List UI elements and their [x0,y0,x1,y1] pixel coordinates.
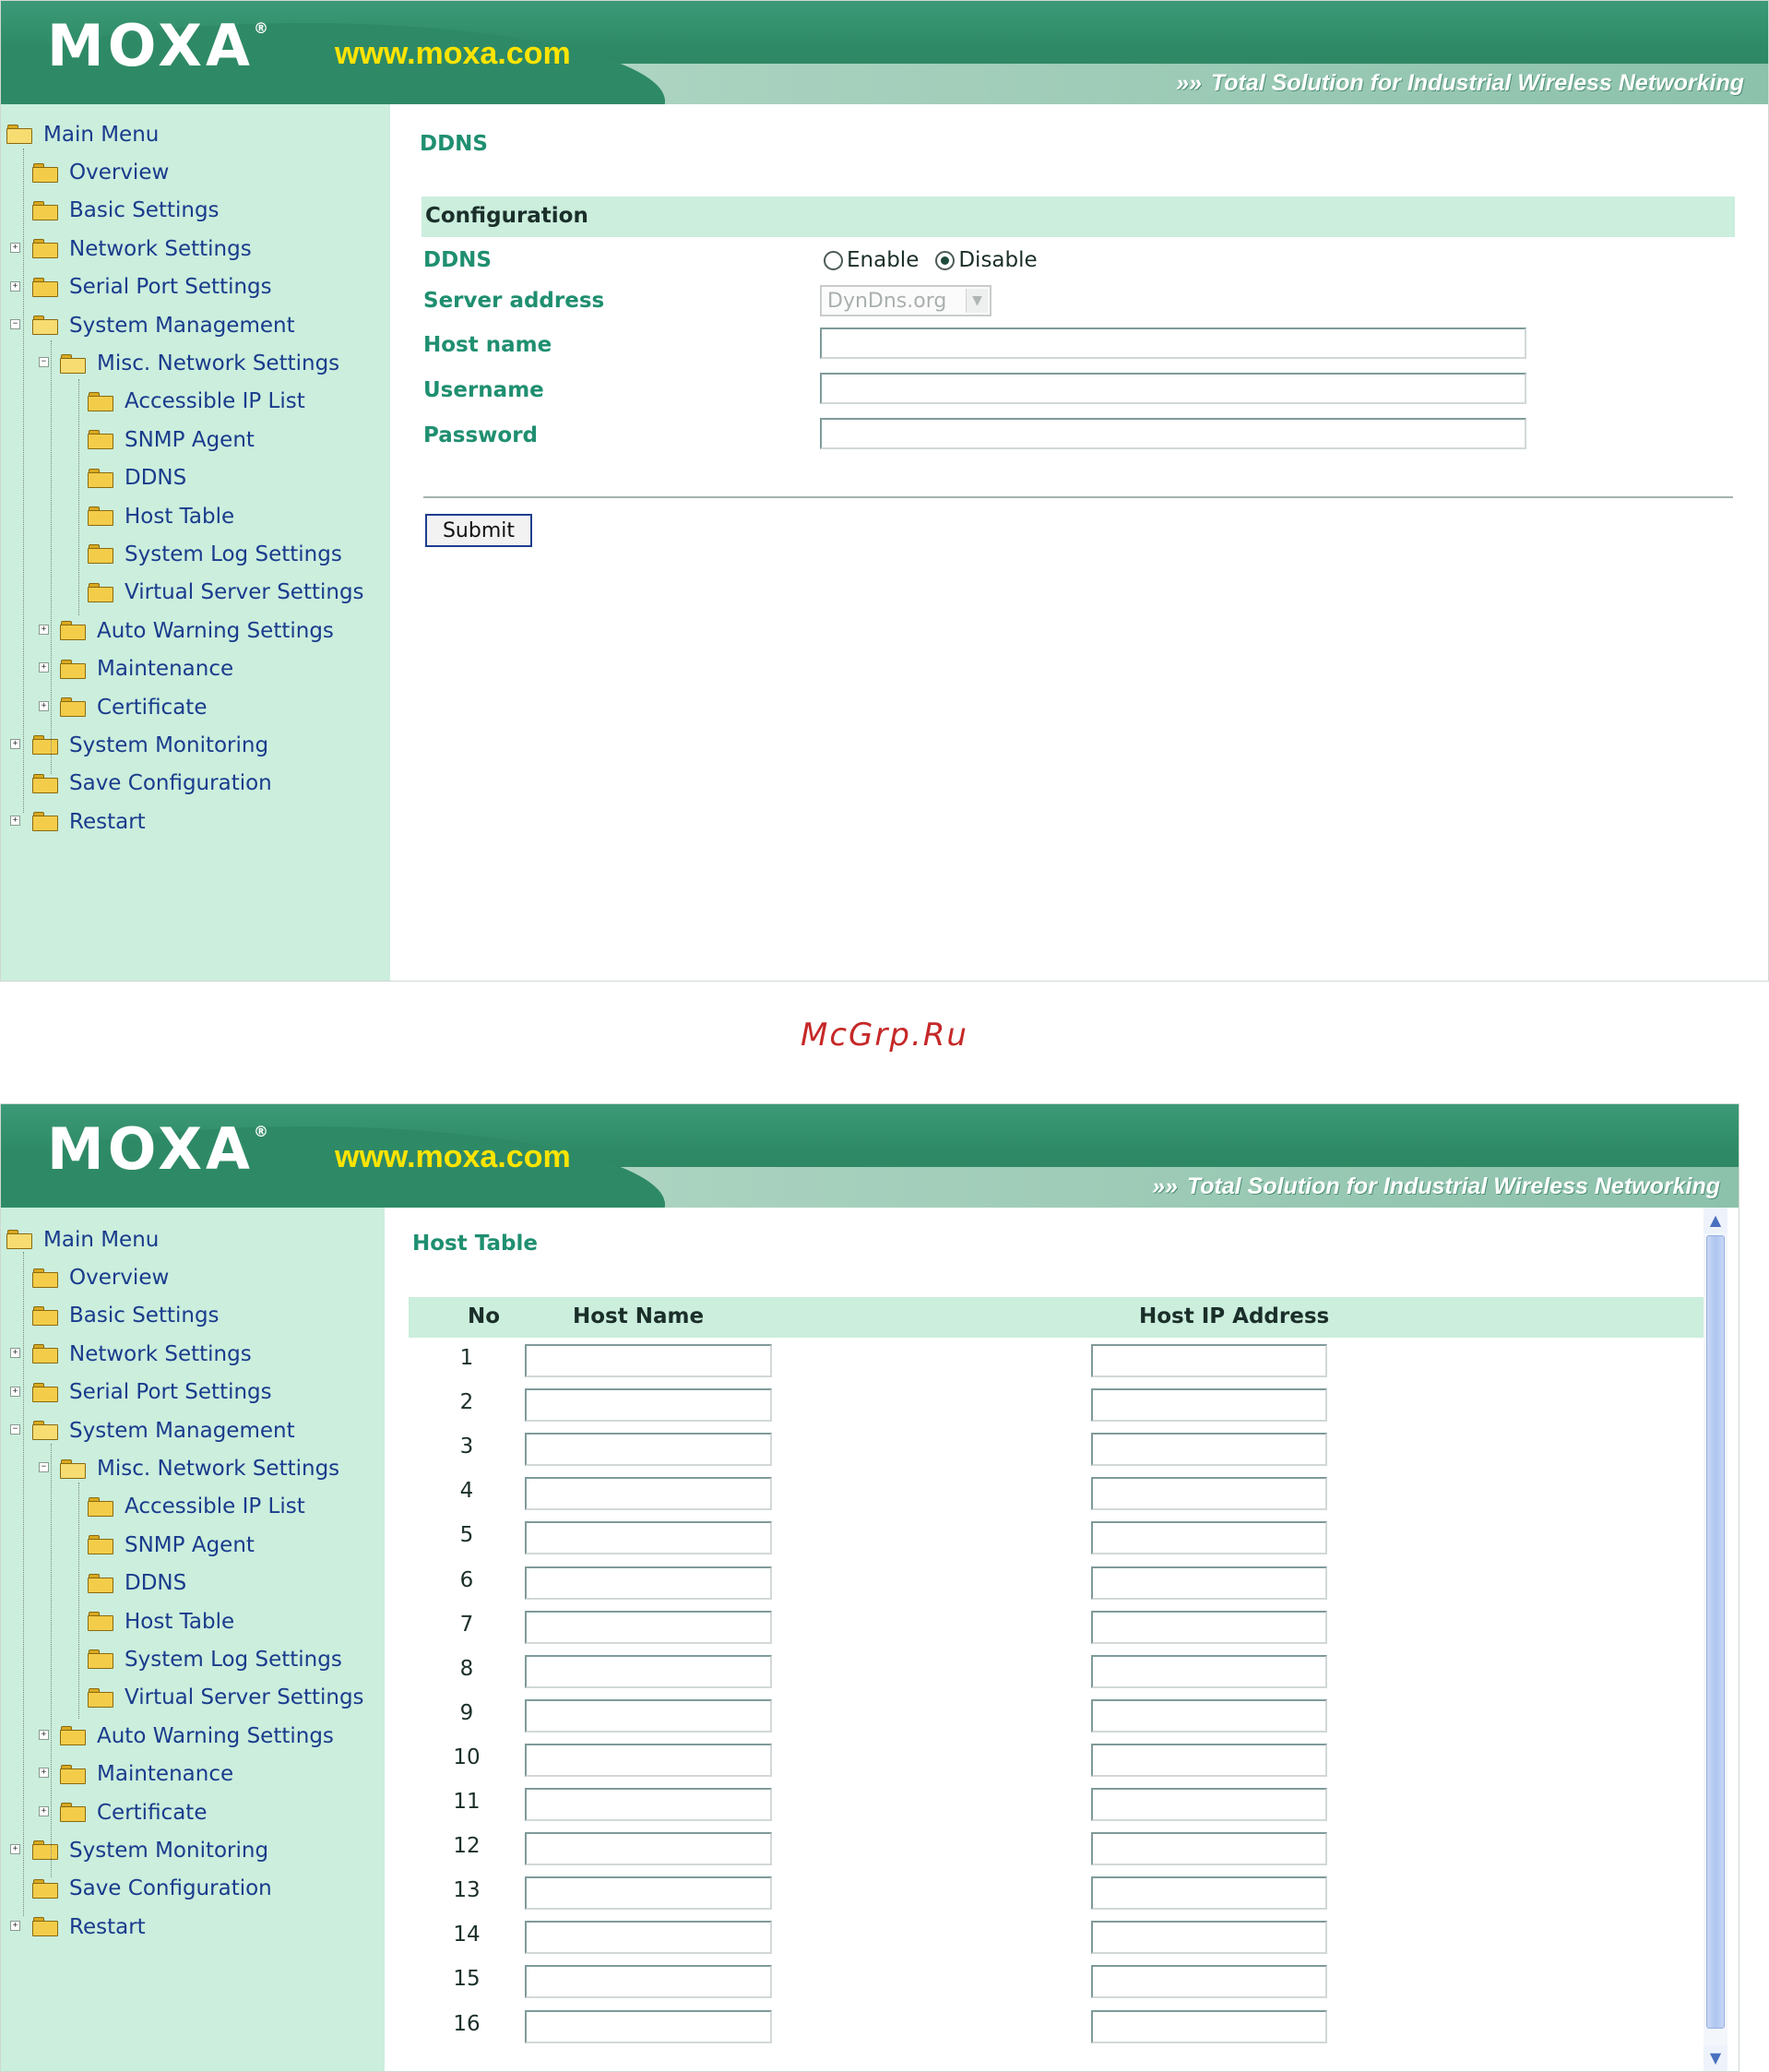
sidebar-item-label[interactable]: System Management [69,313,295,338]
host-ip-input[interactable] [1091,1433,1327,1466]
sidebar-item-label[interactable]: SNMP Agent [125,427,255,452]
table-row [409,1655,1704,1688]
host-name-input[interactable] [525,1655,772,1688]
tree-guide-line [78,1483,79,1719]
folder-icon [88,1612,113,1631]
sidebar-item-network-settings[interactable] [1,1335,385,1373]
host-name-input[interactable] [525,1611,772,1644]
moxa-logo[interactable]: MOXA® [47,1115,268,1183]
host-ip-input[interactable] [1091,1521,1327,1554]
tagline: »» Total Solution for Industrial Wireless Networking [1152,1173,1720,1199]
folder-icon [32,163,58,183]
host-name-input[interactable] [525,1433,772,1466]
sidebar-item-virtual-server-settings[interactable] [1,1679,385,1717]
form-divider [423,496,1733,500]
host-ip-input[interactable] [1091,1876,1327,1910]
table-row [409,1921,1704,1954]
folder-icon [60,1726,86,1745]
scroll-thumb[interactable] [1706,1235,1725,2029]
host-name-input[interactable] [525,2010,772,2043]
sidebar-item-snmp-agent[interactable] [1,421,390,458]
sidebar-item-misc-network-settings[interactable] [1,344,390,382]
folder-icon [32,1383,58,1402]
expand-icon[interactable]: + [10,1921,20,1931]
row-number: 10 [453,1745,481,1769]
table-row [409,1611,1704,1644]
table-row [409,1744,1704,1777]
folder-icon [32,1268,58,1288]
password-input[interactable] [820,418,1526,449]
sidebar-item-label[interactable]: Serial Port Settings [69,275,272,300]
folder-icon [88,1649,113,1669]
host-name-input[interactable] [525,1566,772,1600]
folder-icon [32,1879,58,1899]
host-ip-input[interactable] [1091,1744,1327,1777]
enable-label[interactable]: Enable [847,248,920,272]
folder-icon [32,1840,58,1860]
sidebar-item-label[interactable]: Save Configuration [69,771,272,796]
sidebar-item-label[interactable]: Basic Settings [69,1304,220,1328]
sidebar-item-label[interactable]: Maintenance [97,1762,234,1787]
server-address-row [423,283,1733,320]
password-label: Password [423,423,538,447]
table-row [409,1477,1704,1510]
collapse-icon[interactable]: − [39,1462,49,1472]
row-number: 5 [459,1523,474,1548]
sidebar-item-save-configuration[interactable] [1,765,390,803]
header-banner [1,1,1768,104]
row-number: 4 [459,1479,474,1504]
sidebar-item-certificate[interactable] [1,688,390,726]
host-ip-input[interactable] [1091,1699,1327,1733]
sidebar-menu [1,1208,385,2071]
row-number: 9 [459,1700,474,1725]
folder-icon [60,1765,86,1784]
sidebar-item-label[interactable]: System Log Settings [125,542,342,566]
scroll-up-icon[interactable]: ▲ [1704,1208,1727,1233]
header-banner [1,1104,1739,1208]
sidebar-item-accessible-ip-list[interactable] [1,383,390,421]
sidebar-item-host-table[interactable] [1,1602,385,1640]
sidebar-item-auto-warning-settings[interactable] [1,612,390,649]
sidebar-item-label[interactable]: Certificate [97,1800,208,1825]
tagline: »» Total Solution for Industrial Wireless Networking [1176,70,1744,96]
sidebar-item-system-log-settings[interactable] [1,535,390,573]
folder-open-icon [32,316,58,335]
table-row [409,1433,1704,1466]
sidebar-item-system-management[interactable] [1,1411,385,1449]
folder-icon [88,544,113,564]
sidebar-item-label[interactable]: System Monitoring [69,1838,269,1863]
folder-icon [88,1497,113,1517]
disable-label[interactable]: Disable [958,248,1038,272]
row-number: 1 [459,1346,474,1370]
table-row [409,1699,1704,1733]
host-table-header [409,1297,1704,1338]
expand-icon[interactable]: + [39,1768,49,1778]
tree-guide-line [23,1252,24,1916]
host-ip-input[interactable] [1091,1965,1327,1998]
sidebar-item-ddns[interactable] [1,459,390,497]
server-address-select[interactable]: DynDns.org ▼ [820,285,991,316]
sidebar-item-restart[interactable] [1,803,390,840]
submit-button[interactable]: Submit [425,514,532,547]
row-number: 12 [453,1834,481,1859]
folder-icon [32,735,58,755]
folder-icon [60,621,86,640]
expand-icon[interactable]: + [10,281,20,292]
sidebar-item-virtual-server-settings[interactable] [1,574,390,612]
sidebar-item-snmp-agent[interactable] [1,1526,385,1564]
sidebar-item-system-log-settings[interactable] [1,1640,385,1678]
vertical-scrollbar[interactable] [1704,1208,1727,2071]
sidebar-item-label[interactable]: Main Menu [43,122,160,147]
sidebar-item-maintenance[interactable] [1,649,390,687]
expand-icon[interactable]: + [10,816,20,826]
tree-guide-line [78,379,79,615]
sidebar-item-serial-port-settings[interactable] [1,268,390,306]
row-number: 15 [453,1967,481,1992]
expand-icon[interactable]: + [39,1806,49,1816]
folder-open-icon [60,1459,86,1479]
sidebar-item-label[interactable]: Network Settings [69,236,252,261]
sidebar-item-save-configuration[interactable] [1,1870,385,1908]
folder-open-icon [32,1421,58,1440]
sidebar-item-network-settings[interactable] [1,230,390,268]
sidebar-item-overview[interactable] [1,153,390,191]
sidebar-item-restart[interactable] [1,1908,385,1946]
sidebar-item-certificate[interactable] [1,1793,385,1831]
folder-open-icon [6,125,32,144]
sidebar-item-label[interactable]: System Management [69,1418,295,1443]
host-name-input[interactable] [525,1744,772,1777]
folder-icon [88,1688,113,1708]
sidebar-item-label[interactable]: Auto Warning Settings [97,1723,334,1748]
expand-icon[interactable]: + [10,739,20,749]
sidebar-item-system-monitoring[interactable] [1,726,390,764]
expand-icon[interactable]: + [10,1387,20,1397]
disable-radio[interactable] [935,251,955,270]
folder-icon [60,697,86,717]
ddns-radio-group [824,248,1038,272]
sidebar-item-auto-warning-settings[interactable] [1,1717,385,1755]
username-label: Username [423,378,544,402]
sidebar-item-label[interactable]: Main Menu [43,1227,160,1252]
page-title: DDNS [420,132,488,156]
sidebar-item-label[interactable]: Overview [69,1266,170,1291]
table-row [409,1521,1704,1554]
collapse-icon[interactable]: − [10,319,20,329]
folder-icon [32,239,58,258]
folder-icon [60,1803,86,1822]
sidebar-item-main-menu[interactable] [1,115,390,153]
collapse-icon[interactable]: − [10,1424,20,1435]
page-title: Host Table [412,1232,538,1256]
password-row [423,418,1733,455]
server-address-label: Server address [423,289,605,313]
sidebar-item-label[interactable]: Accessible IP List [125,389,305,414]
folder-icon [32,1917,58,1936]
host-name-input[interactable] [525,1965,772,1998]
host-name-label: Host name [423,333,552,357]
row-number: 3 [459,1435,474,1459]
sidebar-item-serial-port-settings[interactable] [1,1374,385,1411]
folder-icon [88,430,113,449]
expand-icon[interactable]: + [10,1348,20,1358]
host-name-input[interactable] [525,1344,772,1377]
sidebar-item-label[interactable]: SNMP Agent [125,1532,255,1557]
table-row [409,1788,1704,1821]
table-row [409,1965,1704,1998]
expand-icon[interactable]: + [39,701,49,711]
table-row [409,1876,1704,1910]
sidebar-menu [1,104,390,981]
expand-icon[interactable]: + [10,243,20,253]
chevron-down-icon: ▼ [966,289,988,313]
ddns-screenshot [0,0,1769,982]
sidebar-item-label[interactable]: Serial Port Settings [69,1380,272,1405]
host-ip-input[interactable] [1091,1655,1327,1688]
folder-open-icon [6,1230,32,1249]
table-row [409,2010,1704,2043]
folder-icon [32,812,58,831]
folder-icon [88,583,113,602]
sidebar-item-label[interactable]: Restart [69,809,146,834]
tree-guide-line [23,149,24,813]
ddns-content [390,104,1768,981]
folder-icon [88,1535,113,1554]
menu-tree [1,1208,385,1946]
sidebar-item-overview[interactable] [1,1258,385,1296]
folder-icon [32,278,58,297]
host-ip-input[interactable] [1091,1388,1327,1422]
host-ip-input[interactable] [1091,1788,1327,1821]
host-name-input[interactable] [525,1876,772,1910]
site-url-link[interactable]: www.moxa.com [335,36,571,71]
col-host-ip-header: Host IP Address [1139,1304,1330,1328]
watermark-text: McGrp.Ru [801,1017,968,1054]
row-number: 7 [459,1612,474,1637]
col-no-header: No [468,1304,501,1328]
sidebar-item-label[interactable]: Basic Settings [69,198,220,223]
col-host-name-header: Host Name [573,1304,705,1328]
sidebar-item-label[interactable]: Host Table [125,504,235,529]
sidebar-item-label[interactable]: Accessible IP List [125,1494,305,1519]
sidebar-item-label[interactable]: Auto Warning Settings [97,618,334,643]
sidebar-item-label[interactable]: Overview [69,161,170,185]
double-arrow-icon: »» [1176,70,1202,96]
sidebar-item-label[interactable]: Restart [69,1914,146,1939]
host-ip-input[interactable] [1091,1611,1327,1644]
sidebar-item-label[interactable]: Virtual Server Settings [125,580,364,605]
expand-icon[interactable]: + [10,1844,20,1854]
folder-icon [88,469,113,488]
host-name-input[interactable] [525,1699,772,1733]
double-arrow-icon: »» [1152,1173,1178,1199]
sidebar-item-label[interactable]: Certificate [97,695,208,720]
folder-icon [88,506,113,526]
host-name-input[interactable] [525,1521,772,1554]
sidebar-item-label[interactable]: Virtual Server Settings [125,1685,364,1710]
tree-guide-line [51,1444,52,1877]
host-ip-input[interactable] [1091,1832,1327,1865]
host-name-row [423,327,1733,364]
sidebar-item-system-monitoring[interactable] [1,1831,385,1869]
folder-icon [32,201,58,220]
folder-icon [32,1306,58,1326]
folder-icon [32,1344,58,1363]
host-table-screenshot [0,1103,1739,2072]
row-number: 16 [453,2011,481,2036]
folder-icon [60,660,86,679]
sidebar-item-label[interactable]: DDNS [125,466,187,491]
sidebar-item-basic-settings[interactable] [1,192,390,230]
host-table-content [385,1208,1739,2071]
folder-icon [88,392,113,411]
table-row [409,1344,1704,1377]
configuration-header: Configuration [421,196,1735,237]
enable-radio[interactable] [824,251,843,270]
menu-tree [1,104,390,840]
host-ip-input[interactable] [1091,1921,1327,1954]
sidebar-item-label[interactable]: Save Configuration [69,1876,272,1901]
host-ip-input[interactable] [1091,1344,1327,1377]
row-number: 8 [459,1656,474,1681]
sidebar-item-host-table[interactable] [1,497,390,535]
sidebar-item-maintenance[interactable] [1,1755,385,1792]
table-row [409,1388,1704,1422]
sidebar-item-label[interactable]: System Monitoring [69,732,269,757]
sidebar-item-ddns[interactable] [1,1565,385,1602]
username-input[interactable] [820,373,1526,404]
sidebar-item-label[interactable]: Host Table [125,1609,235,1634]
moxa-logo[interactable]: MOXA® [47,12,268,79]
sidebar-item-label[interactable]: DDNS [125,1571,187,1596]
expand-icon[interactable]: + [39,625,49,635]
sidebar-item-label[interactable]: System Log Settings [125,1647,342,1672]
scroll-down-icon[interactable]: ▼ [1704,2045,1727,2071]
expand-icon[interactable]: + [39,1730,49,1740]
collapse-icon[interactable]: − [39,357,49,367]
expand-icon[interactable]: + [39,662,49,673]
sidebar-item-label[interactable]: Network Settings [69,1341,252,1366]
sidebar-item-main-menu[interactable] [1,1221,385,1258]
row-number: 14 [453,1923,481,1947]
host-name-input[interactable] [820,327,1526,359]
host-ip-input[interactable] [1091,2010,1327,2043]
table-row [409,1832,1704,1865]
table-row [409,1566,1704,1600]
folder-icon [32,774,58,793]
row-number: 2 [459,1390,474,1415]
sidebar-item-label[interactable]: Maintenance [97,657,234,682]
host-ip-input[interactable] [1091,1477,1327,1510]
host-ip-input[interactable] [1091,1566,1327,1600]
host-name-input[interactable] [525,1788,772,1821]
sidebar-item-label[interactable]: Misc. Network Settings [97,1457,340,1482]
ddns-row [423,243,1733,280]
tree-guide-line [51,340,52,774]
ddns-label: DDNS [423,248,492,272]
host-name-input[interactable] [525,1921,772,1954]
sidebar-item-basic-settings[interactable] [1,1297,385,1335]
host-name-input[interactable] [525,1832,772,1865]
sidebar-item-accessible-ip-list[interactable] [1,1488,385,1526]
sidebar-item-misc-network-settings[interactable] [1,1449,385,1487]
row-number: 6 [459,1567,474,1592]
host-name-input[interactable] [525,1388,772,1422]
sidebar-item-label[interactable]: Misc. Network Settings [97,351,340,376]
folder-icon [88,1574,113,1593]
host-name-input[interactable] [525,1477,772,1510]
folder-open-icon [60,354,86,374]
site-url-link[interactable]: www.moxa.com [335,1139,571,1174]
sidebar-item-system-management[interactable] [1,306,390,344]
row-number: 11 [453,1790,481,1814]
row-number: 13 [453,1878,481,1903]
username-row [423,373,1733,410]
